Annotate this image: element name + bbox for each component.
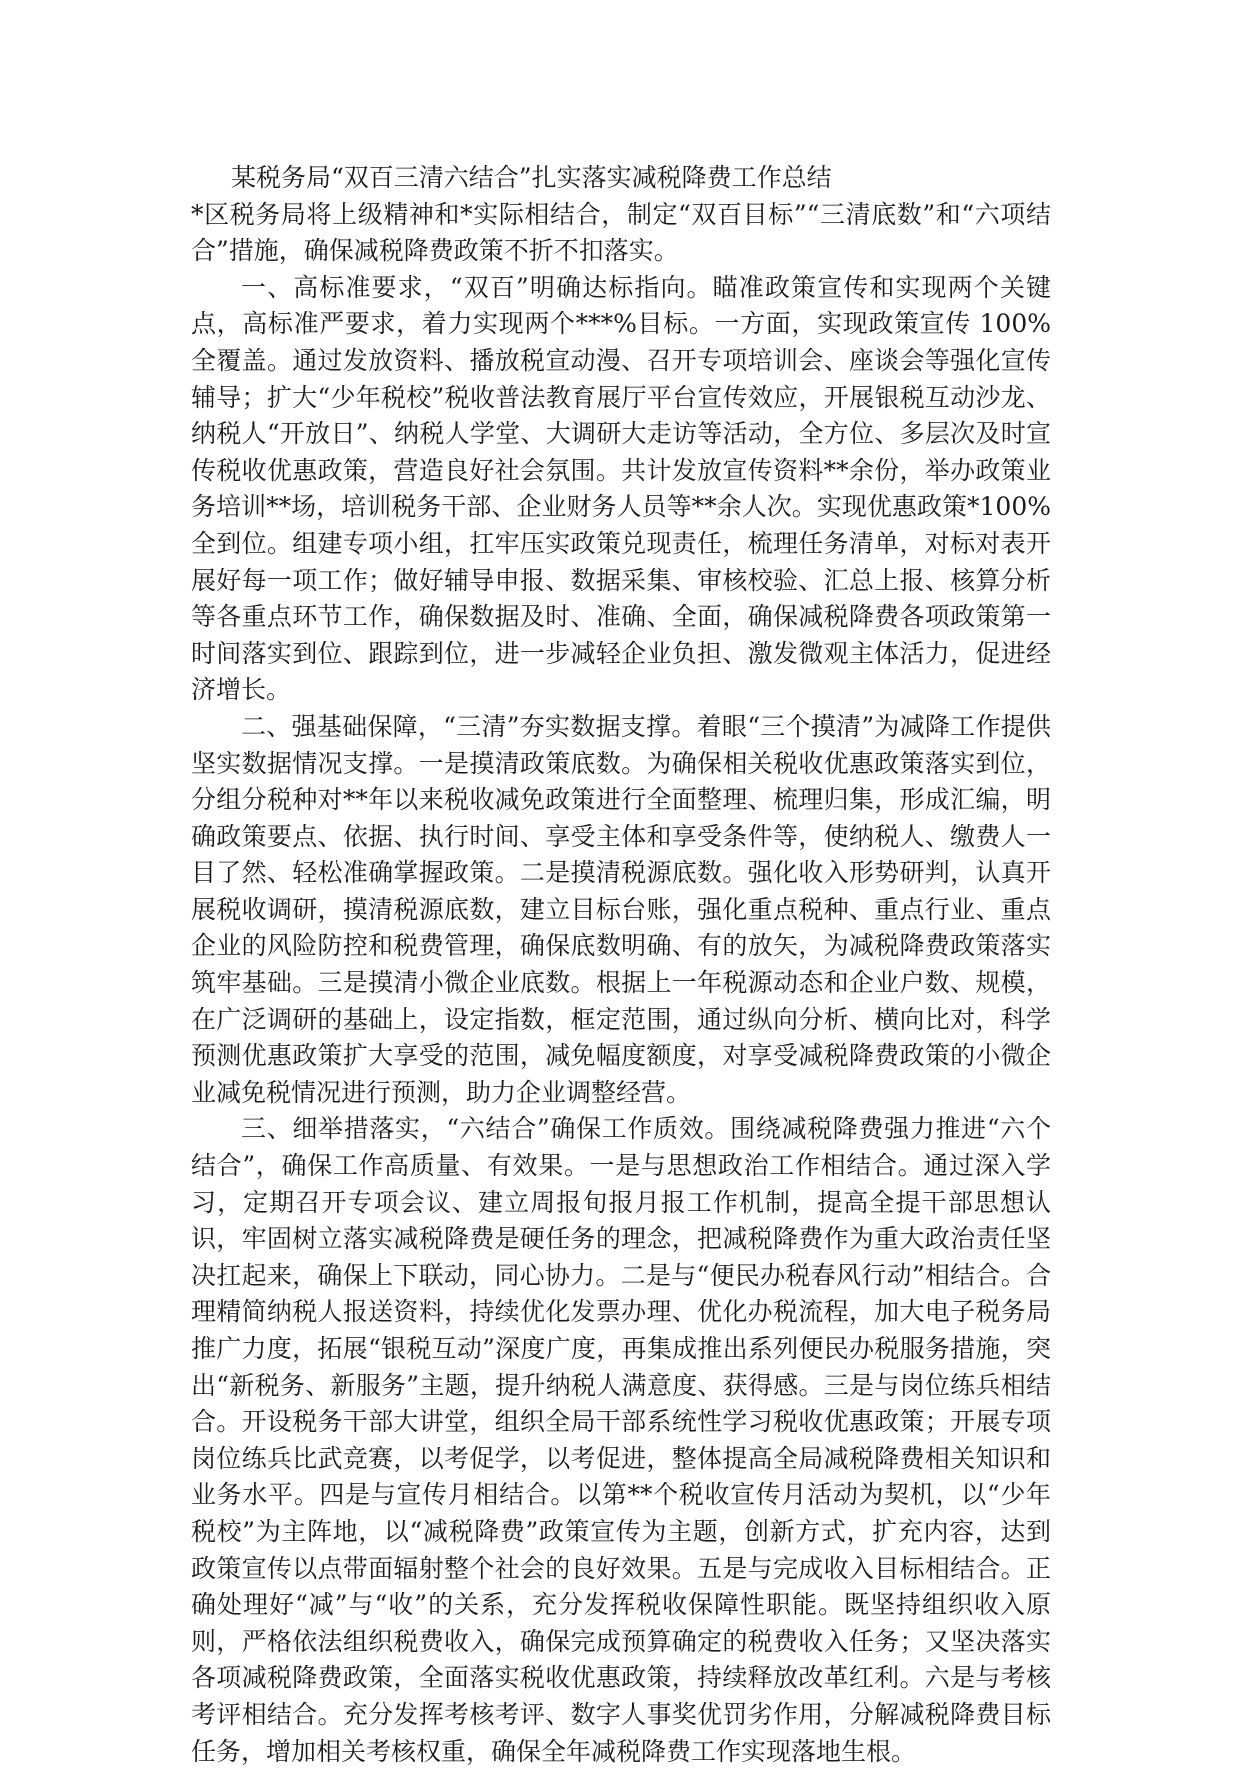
section-two-paragraph: 二、强基础保障，“三清”夯实数据支撑。着眼“三个摸清”为减降工作提供坚实数据情况支撑。一是摸清政策底数。为确保相关税收优惠政策落实到位，分组分税种对**年以来税收减免政策进行全面整理、梳理归集，形成汇编，明确政策要点、依据、执行时间、享受主体和享受条件等，使纳税人、缴费人一目了然、轻松准确掌握政策。二是摸清税源底数。强化收入形势研判，认真开展税收调研，摸清税源底数，建立目标台账，强化重点税种、重点行业、重点企业的风险防控和税费管理，确保底数明确、有的放矢，为减税降费政策落实筑牢基础。三是摸清小微企业底数。根据上一年税源动态和企业户数、规模，在广泛调研的基础上，设定指数，框定范围，通过纵向分析、横向比对，科学预测优惠政策扩大享受的范围，减免幅度额度，对享受减税降费政策的小微企业减免税情况进行预测，助力企业调整经营。: [191, 711, 1051, 1107]
document-body: [191, 160, 1051, 1770]
section-one-paragraph: 一、高标准要求，“双百”明确达标指向。瞄准政策宣传和实现两个关键点，高标准严要求，着力实现两个***%目标。一方面，实现政策宣传 100%全覆盖。通过发放资料、播放税宣动漫、召开专项培训会、座谈会等强化宣传辅导；扩大“少年税校”税收普法教育展厅平台宣传效应，开展银税互动沙龙、纳税人“开放日”、纳税人学堂、大调研大走访等活动，全方位、多层次及时宣传税收优惠政策，营造良好社会氛围。共计发放宣传资料**余份，举办政策业务培训**场，培训税务干部、企业财务人员等**余人次。实现优惠政策*100%全到位。组建专项小组，扛牢压实政策兑现责任，梳理任务清单，对标对表开展好每一项工作；做好辅导申报、数据采集、审核校验、汇总上报、核算分析等各重点环节工作，确保数据及时、准确、全面，确保减税降费各项政策第一时间落实到位、跟踪到位，进一步减轻企业负担、激发微观主体活力，促进经济增长。: [191, 272, 1051, 705]
document-title: 某税务局“双百三清六结合”扎实落实减税降费工作总结: [231, 163, 832, 192]
section-three-paragraph: 三、细举措落实，“六结合”确保工作质效。围绕减税降费强力推进“六个结合”，确保工作高质量、有效果。一是与思想政治工作相结合。通过深入学习，定期召开专项会议、建立周报旬报月报工作机制，提高全提干部思想认识，牢固树立落实减税降费是硬任务的理念，把减税降费作为重大政治责任坚决扛起来，确保上下联动，同心协力。二是与“便民办税春风行动”相结合。合理精简纳税人报送资料，持续优化发票办理、优化办税流程，加大电子税务局推广力度，拓展“银税互动”深度广度，再集成推出系列便民办税服务措施，突出“新税务、新服务”主题，提升纳税人满意度、获得感。三是与岗位练兵相结合。开设税务干部大讲堂，组织全局干部系统性学习税收优惠政策；开展专项岗位练兵比武竞赛，以考促学，以考促进，整体提高全局减税降费相关知识和业务水平。四是与宣传月相结合。以第**个税收宣传月活动为契机，以“少年税校”为主阵地，以“减税降费”政策宣传为主题，创新方式，扩充内容，达到政策宣传以点带面辐射整个社会的良好效果。五是与完成收入目标相结合。正确处理好“减”与“收”的关系，充分发挥税收保障性职能。既坚持组织收入原则，严格依法组织税费收入，确保完成预算确定的税费收入任务；又坚决落实各项减税降费政策，全面落实税收优惠政策，持续释放改革红利。六是与考核考评相结合。充分发挥考核考评、数字人事奖优罚劣作用，分解减税降费目标任务，增加相关考核权重，确保全年减税降费工作实现落地生根。: [191, 1114, 1051, 1766]
intro-paragraph: *区税务局将上级精神和*实际相结合，制定“双百目标”“三清底数”和“六项结合”措施，确保减税降费政策不折不扣落实。: [191, 199, 1051, 266]
